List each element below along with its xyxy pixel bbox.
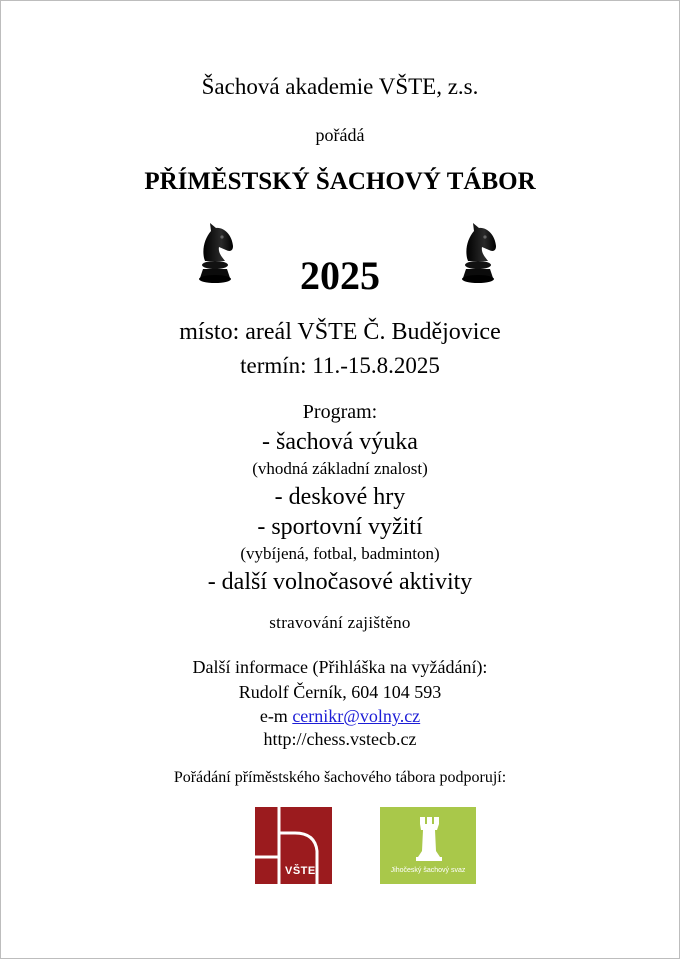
email-link[interactable]: cernikr@volny.cz <box>292 706 421 726</box>
contact-person: Rudolf Černík, 604 104 593 <box>238 682 442 702</box>
camp-place: místo: areál VŠTE Č. Budějovice <box>179 319 501 345</box>
camp-year: 2025 <box>300 253 380 298</box>
program-item-note: (vhodná základní znalost) <box>252 459 428 478</box>
organizes-text: pořádá <box>315 125 365 145</box>
program-item: - další volnočasové aktivity <box>207 569 473 595</box>
vste-logo <box>255 807 332 884</box>
email-prefix: e-m <box>259 706 293 726</box>
website-url: http://chess.vstecb.cz <box>263 729 417 749</box>
contact-email-line <box>1 706 679 727</box>
organization-name: Šachová akademie VŠTE, z.s. <box>201 74 479 99</box>
program-heading: Program: <box>302 401 378 423</box>
program-item: - šachová výuka <box>262 429 418 455</box>
jcss-logo <box>380 807 476 884</box>
program-item: - sportovní vyžití <box>257 514 423 540</box>
sponsors-heading: Pořádání příměstského šachového tábora podporují: <box>173 769 507 786</box>
program-item-note: (vybíjená, fotbal, badminton) <box>240 544 440 563</box>
jcss-logo-text: Jihočeský šachový svaz <box>390 867 466 874</box>
camp-title: PŘÍMĚSTSKÝ ŠACHOVÝ TÁBOR <box>144 168 536 195</box>
program-item: - deskové hry <box>274 484 406 510</box>
board-info: stravování zajištěno <box>269 613 411 632</box>
vste-logo-text: VŠTE <box>285 865 316 877</box>
camp-term: termín: 11.-15.8.2025 <box>240 353 440 378</box>
contact-heading: Další informace (Přihláška na vyžádání): <box>192 657 488 677</box>
